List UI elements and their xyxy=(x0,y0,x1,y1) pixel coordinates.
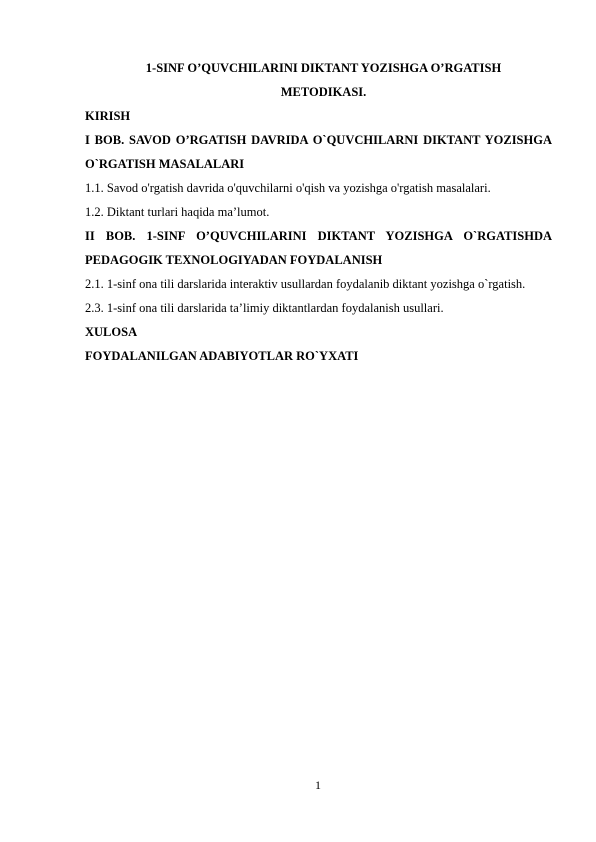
toc-entry-section-2-1: 2.1. 1-sinf ona tili darslarida interaktiv usullardan foydalanib diktant yozishga o`rgatish. xyxy=(85,277,526,291)
page-content xyxy=(85,56,552,368)
toc-entry-chapter-2: II BOB. 1-SINF O’QUVCHILARINI DIKTANT YOZISHGA O`RGATISHDA PEDAGOGIK TEXNOLOGIYADAN FOYDALANISH xyxy=(85,229,552,267)
toc-entry-introduction: KIRISH xyxy=(85,109,131,123)
toc-entry-section-1-2: 1.2. Diktant turlari haqida ma’lumot. xyxy=(85,205,270,219)
toc-entry-section-2-3: 2.3. 1-sinf ona tili darslarida ta’limiy diktantlardan foydalanish usullari. xyxy=(85,301,444,315)
toc-entry-conclusion: XULOSA xyxy=(85,325,138,339)
toc-entry-references: FOYDALANILGAN ADABIYOTLAR RO`YXATI xyxy=(85,349,359,363)
document-title: 1-SINF O’QUVCHILARINI DIKTANT YOZISHGA O’RGATISH METODIKASI. xyxy=(145,61,502,99)
page-number: 1 xyxy=(315,778,321,792)
toc-entry-chapter-1: I BOB. SAVOD O’RGATISH DAVRIDA O`QUVCHILARNI DIKTANT YOZISHGA O`RGATISH MASALALARI xyxy=(85,133,552,171)
toc-entry-section-1-1: 1.1. Savod o'rgatish davrida o'quvchilarni o'qish va yozishga o'rgatish masalalari. xyxy=(85,181,491,195)
